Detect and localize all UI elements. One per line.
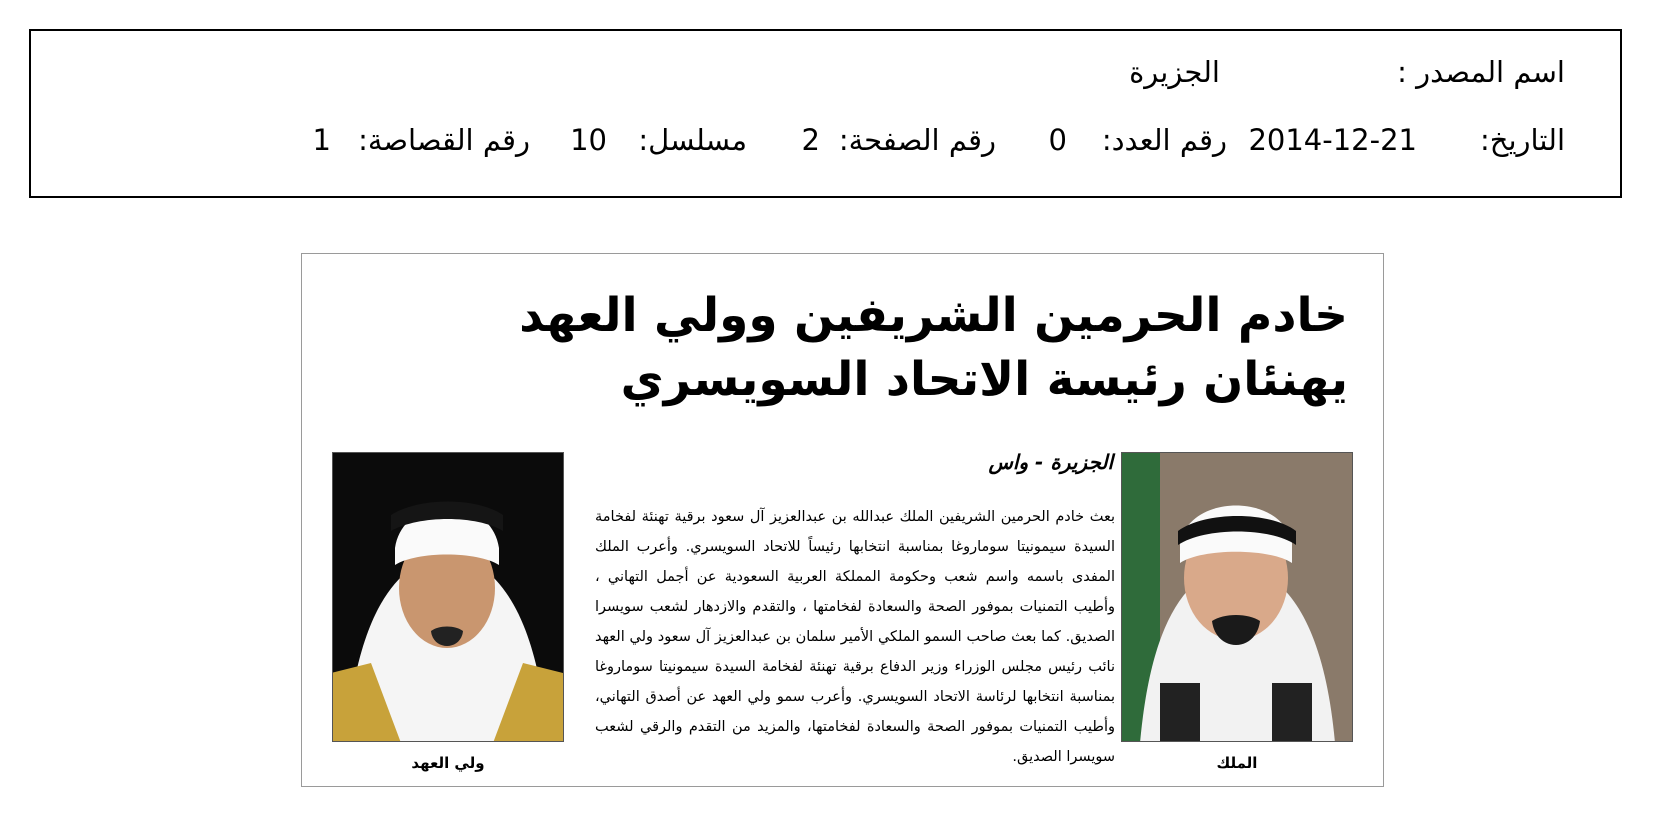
clip-value: 1 (312, 123, 331, 157)
king-photo (1121, 452, 1353, 742)
crown-prince-caption: ولي العهد (411, 754, 485, 772)
newspaper-clipping (301, 253, 1384, 787)
article-byline: الجزيرة - واس (988, 450, 1113, 474)
metadata-box (29, 29, 1622, 198)
source-label: اسم المصدر : (1397, 55, 1565, 89)
king-caption: الملك (1216, 754, 1258, 772)
serial-value: 10 (570, 123, 607, 157)
article-headline: خادم الحرمين الشريفين وولي العهد يهنئان رئيسة الاتحاد السويسري (519, 288, 1348, 407)
clip-label: رقم القصاصة: (358, 123, 530, 157)
article-body: بعث خادم الحرمين الشريفين الملك عبدالله بن عبدالعزيز آل سعود برقية تهنئة لفخامة السيدة سيمونيتا سوماروغا بمناسبة انتخابها رئيساً للاتحاد السويسري. وأعرب الملك المفدى باسمه واسم شعب وحكومة المملكة العربية السعودية عن أجمل التهاني ، وأطيب التمنيات بموفور الصحة والسعادة لفخامتها ، والتقدم والازدهار لشعب سويسرا الصديق. كما بعث صاحب السمو الملكي الأمير سلمان بن عبدالعزيز آل سعود ولي العهد نائب رئيس مجلس الوزراء وزير الدفاع برقية تهنئة لفخامة السيدة سيمونيتا سوماروغا بمناسبة انتخابها لرئاسة الاتحاد السويسري. وأعرب سمو ولي العهد عن أصدق التهاني، وأطيب التمنيات بموفور الصحة والسعادة لفخامتها، والمزيد من التقدم والرقي لشعب سويسرا الصديق. (595, 509, 1115, 765)
issue-label: رقم العدد: (1101, 123, 1227, 157)
source-value: الجزيرة (1129, 55, 1220, 89)
date-label: التاريخ: (1479, 123, 1565, 157)
page-label: رقم الصفحة: (838, 123, 996, 157)
page-value: 2 (801, 123, 820, 157)
date-value: 2014-12-21 (1248, 123, 1417, 157)
issue-value: 0 (1048, 123, 1067, 157)
crown-prince-photo (332, 452, 564, 742)
serial-label: مسلسل: (638, 123, 747, 157)
